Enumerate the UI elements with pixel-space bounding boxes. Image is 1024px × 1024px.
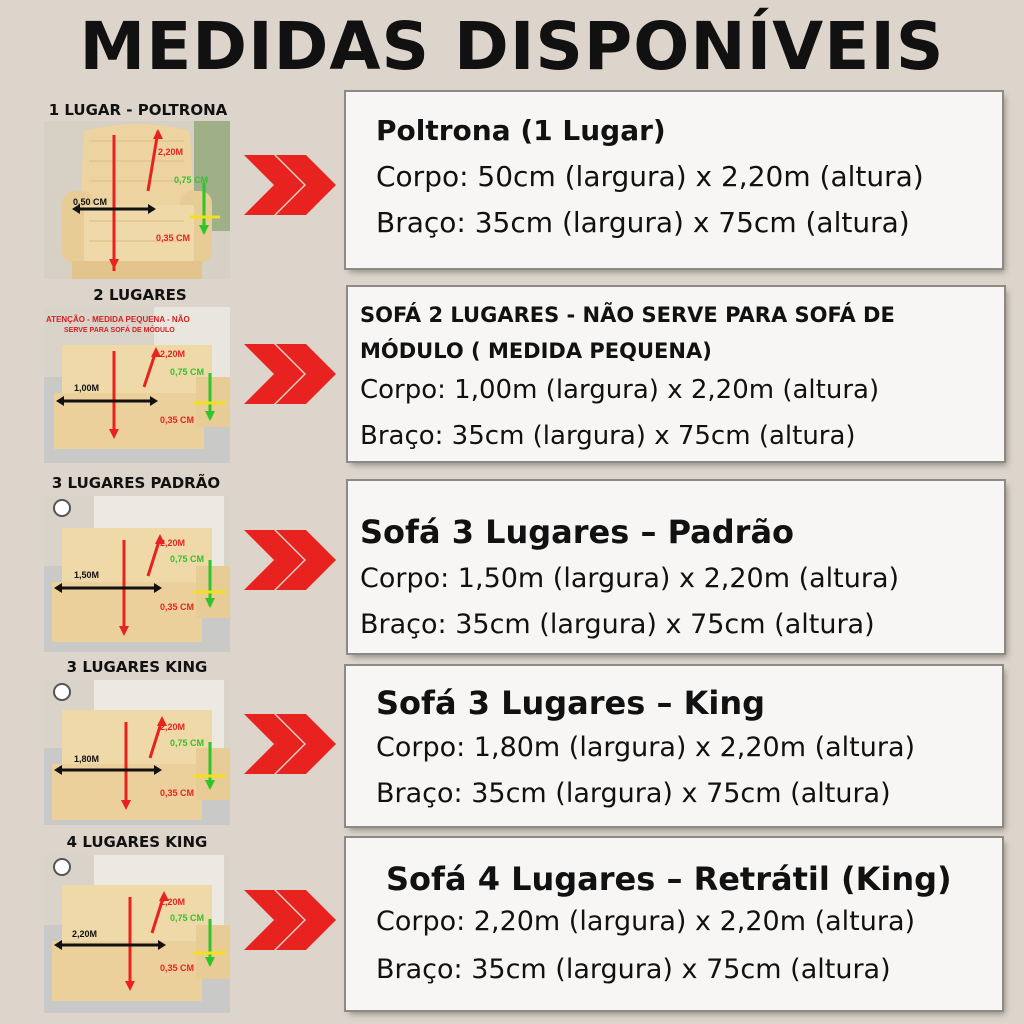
- size-card-3-lugares-padrao: [348, 481, 1004, 653]
- card-body-line: Corpo: 2,20m (largura) x 2,20m (altura): [376, 906, 916, 937]
- card-heading-line1: SOFÁ 2 LUGARES - NÃO SERVE PARA SOFÁ DE: [360, 303, 895, 327]
- size-card-2-lugares: [348, 287, 1004, 461]
- card-body-line: Corpo: 1,00m (largura) x 2,20m (altura): [360, 375, 880, 405]
- card-body-line: Corpo: 1,50m (largura) x 2,20m (altura): [360, 563, 900, 594]
- arm-height-label: 0,75 CM: [170, 738, 205, 748]
- arm-height-label: 0,75 CM: [174, 175, 209, 185]
- product-image-2-lugares: [44, 307, 230, 463]
- double-chevron-arrow-icon: [244, 344, 336, 404]
- arm-height-label: 0,75 CM: [170, 367, 205, 377]
- body-width-label: 2,20M: [72, 929, 98, 939]
- page-title: MEDIDAS DISPONÍVEIS: [79, 8, 945, 85]
- body-width-label: 1,00M: [74, 383, 100, 393]
- card-arm-line: Braço: 35cm (largura) x 75cm (altura): [376, 206, 910, 239]
- thumb-label: 3 LUGARES KING: [66, 658, 208, 676]
- card-arm-line: Braço: 35cm (largura) x 75cm (altura): [360, 609, 875, 640]
- arm-width-label: 0,35 CM: [160, 602, 195, 612]
- arm-width-label: 0,35 CM: [156, 233, 191, 243]
- card-heading-line2: MÓDULO ( MEDIDA PEQUENA): [360, 339, 712, 363]
- thumb-label: 3 LUGARES PADRÃO: [51, 474, 221, 492]
- card-arm-line: Braço: 35cm (largura) x 75cm (altura): [376, 954, 891, 985]
- arm-width-label: 0,35 CM: [160, 788, 195, 798]
- product-image-3-lugares-king: [44, 680, 230, 825]
- size-card-poltrona: [346, 92, 1002, 268]
- card-heading: Sofá 4 Lugares – Retrátil (King): [386, 860, 952, 898]
- warning-note-line2: SERVE PARA SOFÁ DE MÓDULO: [64, 327, 175, 334]
- height-label: 2,20M: [160, 722, 186, 732]
- card-body-line: Corpo: 50cm (largura) x 2,20m (altura): [376, 160, 924, 193]
- thumb-label: 1 LUGAR - POLTRONA: [48, 101, 228, 119]
- height-label: 2,20M: [160, 538, 186, 548]
- arm-height-label: 0,75 CM: [170, 913, 205, 923]
- size-card-3-lugares-king: [346, 666, 1002, 826]
- body-width-label: 0,50 CM: [73, 197, 108, 207]
- product-image-poltrona: [44, 121, 230, 279]
- product-image-3-lugares-padrao: [44, 496, 230, 652]
- card-arm-line: Braço: 35cm (largura) x 75cm (altura): [360, 421, 856, 451]
- double-chevron-arrow-icon: [244, 890, 336, 950]
- double-chevron-arrow-icon: [244, 714, 336, 774]
- card-heading: Sofá 3 Lugares – King: [376, 684, 766, 722]
- height-label: 2,20M: [160, 897, 186, 907]
- thumb-label: 2 LUGARES: [93, 286, 187, 304]
- double-chevron-arrow-icon: [244, 530, 336, 590]
- height-label: 2,20M: [160, 349, 186, 359]
- size-card-4-lugares-king: [346, 838, 1002, 1010]
- double-chevron-arrow-icon: [244, 155, 336, 215]
- body-width-label: 1,80M: [74, 754, 100, 764]
- arm-height-label: 0,75 CM: [170, 554, 205, 564]
- height-label: 2,20M: [158, 147, 184, 157]
- arm-width-label: 0,35 CM: [160, 963, 195, 973]
- thumb-label: 4 LUGARES KING: [66, 833, 208, 851]
- product-image-4-lugares-king: [44, 855, 230, 1013]
- card-body-line: Corpo: 1,80m (largura) x 2,20m (altura): [376, 732, 916, 763]
- card-heading: Poltrona (1 Lugar): [376, 114, 666, 147]
- arm-width-label: 0,35 CM: [160, 415, 195, 425]
- warning-note-line1: ATENÇÃO - MEDIDA PEQUENA - NÃO: [46, 315, 190, 324]
- card-arm-line: Braço: 35cm (largura) x 75cm (altura): [376, 778, 891, 809]
- card-heading: Sofá 3 Lugares – Padrão: [360, 513, 795, 551]
- body-width-label: 1,50M: [74, 570, 100, 580]
